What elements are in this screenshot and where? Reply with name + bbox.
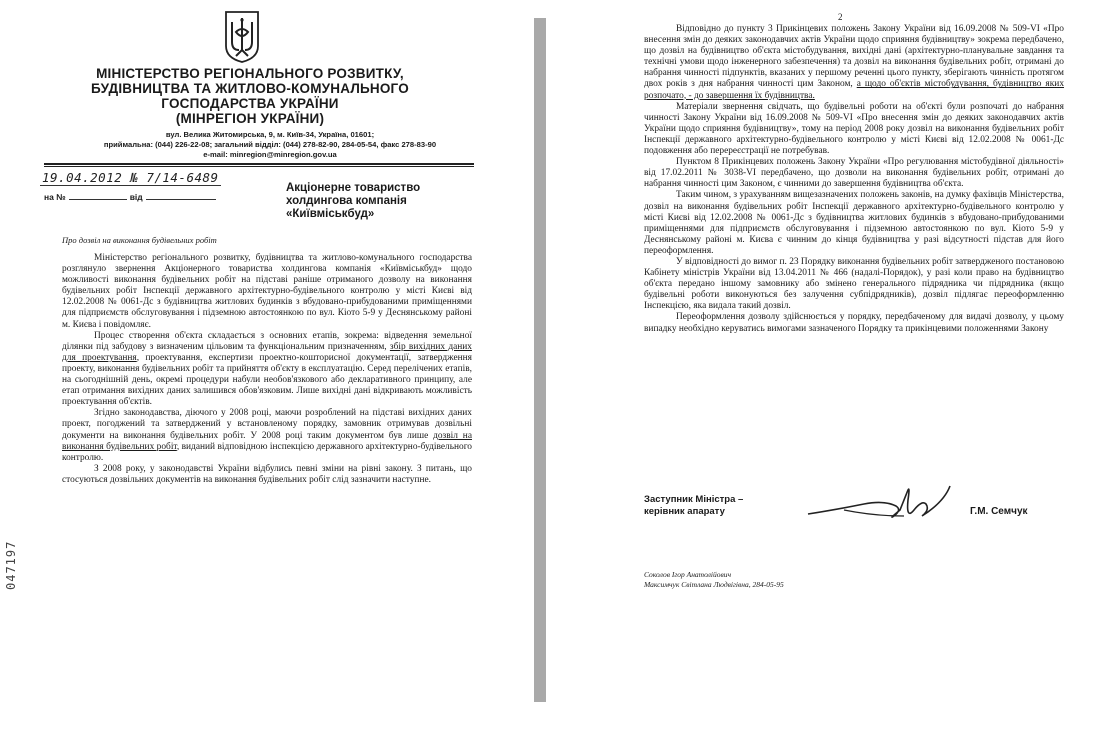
letter-body-continued — [644, 24, 1064, 335]
letter-body — [62, 253, 472, 486]
executor-line: Соколов Ігор Анатолійович — [644, 570, 732, 579]
paragraph: У відповідності до вимог п. 23 Порядку виконання будівельних робіт затвердженого постановою Кабінету міністрів України від 13.04.2011 № 466 (надалі-Порядок), у разі коли право на будівництво об'єкта передано іншому замовнику або змінено генерального підрядника чи підрядника (якщо будівельні роботи виконуються без залучення субпідрядників), дозвіл підлягає переоформленню Інспекцією, яка видала такий дозвіл. — [644, 256, 1064, 312]
addressee: Акціонерне товариство холдингова компанія «Київміськбуд» — [286, 182, 421, 220]
paragraph: Переоформлення дозволу здійснюється у порядку, передбаченому для видачі дозволу, у цьому випадку необхідно керуватись вимогами зазначеного Порядку та прикінцевими положеннями Закону — [644, 312, 1064, 334]
trident-emblem-icon — [222, 10, 262, 64]
signatory-name: Г.М. Семчук — [970, 506, 1028, 517]
registration-number — [40, 170, 250, 188]
paragraph: Пунктом 8 Прикінцевих положень Закону України «Про регулювання містобудівної діяльності» від 17.02.2011 № 3038-VI передбачено, що дозволи на виконання будівельних робіт, отримані до набрання чинності цим Законом, є чинними до завершення будівництва об'єкта. — [644, 157, 1064, 190]
page-number: 2 — [838, 12, 843, 22]
contact-line: вул. Велика Житомирська, 9, м. Київ-34, Україна, 01601; — [165, 130, 375, 139]
executors-note — [644, 570, 784, 590]
executor-line: Максимчук Світлана Людвігівна, 284-05-95 — [644, 580, 784, 589]
page-gutter — [534, 18, 546, 702]
registration-handwritten: 19.04.2012 № 7/14-6489 — [42, 170, 219, 185]
side-stamp-number: 047197 — [4, 540, 18, 590]
ministry-contacts — [60, 130, 480, 160]
contact-line: e-mail: minregion@minregion.gov.ua — [203, 150, 337, 159]
header-divider — [44, 163, 474, 165]
paragraph: Матеріали звернення свідчать, що будівельні роботи на об'єкті були розпочаті до набрання чинності Закону України від 16.09.2008 № 509-VI «Про внесення змін до деяких законодавчих актів України щодо сприяння будівництву», тому на період 2008 року дозвіл на виконання будівельних робіт Інспекції державного архітектурно-будівельного контролю у місті Києві від 12.02.2008 № 0061-Дс подовження або перереєстрації не потребував. — [644, 101, 1064, 157]
handwritten-signature-icon — [804, 480, 954, 536]
signatory-title: Заступник Міністра – керівник апарату — [644, 494, 744, 517]
paragraph: Міністерство регіонального розвитку, будівництва та житлово-комунального господарства розглянуло звернення Акціонерного товариства холдингова компанія «Київміськбуд» щодо можливості виконання будівельних робіт на підставі раніше отриманого дозволу на виконання будівельних робіт Інспекції державного архітектурно-будівельного контролю у місті Києві від 12.02.2008 № 0061-Дс з будівництва житлових будинків з вбудовано-прибудованими приміщеннями для підприємств обслуговування і підземною автостоянкою по вул. Кіото 5-9 у Деснянському районі м. Києва і повідомляє. — [62, 253, 472, 330]
contact-line: приймальна: (044) 226-22-08; загальний відділ: (044) 278-82-90, 284-05-54, факс 278-83-90 — [103, 140, 437, 149]
ministry-line: ГОСПОДАРСТВА УКРАЇНИ — [161, 96, 339, 111]
ministry-line: (МІНРЕГІОН УКРАЇНИ) — [175, 111, 325, 126]
header-divider-thin — [44, 166, 474, 167]
ref-from: від — [129, 192, 143, 202]
letter-subject: Про дозвіл на виконання будівельних робіт — [62, 235, 217, 245]
ministry-header — [60, 66, 440, 126]
paragraph: З 2008 року, у законодавстві України відбулись певні зміни на рівні закону. З питань, що стосуються дозвільних документів на виконання будівельних робіт слід зазначити наступне. — [62, 463, 472, 485]
paragraph: Згідно законодавства, діючого у 2008 році, маючи розроблений на підставі вихідних даних проект, погоджений та затверджений у встановленому порядку, замовник отримував дозвільні документи на виконання будівельних робіт. У 2008 році таким документом був лише дозвіл на виконання будівельних робіт, виданий відповідною інспекцією державного архітектурно-будівельного контролю. — [62, 408, 472, 463]
ministry-line: БУДІВНИЦТВА ТА ЖИТЛОВО-КОМУНАЛЬНОГО — [91, 81, 409, 96]
ministry-line: МІНІСТЕРСТВО РЕГІОНАЛЬНОГО РОЗВИТКУ, — [96, 66, 404, 81]
letter-page-1 — [0, 0, 532, 730]
letter-page-2 — [548, 0, 1100, 730]
signature-block — [644, 494, 1074, 534]
reference-line — [44, 192, 219, 202]
ref-prefix: на № — [44, 192, 66, 202]
paragraph: Відповідно до пункту 3 Прикінцевих положень Закону України від 16.09.2008 № 509-VI «Про внесення змін до деяких законодавчих актів України щодо сприяння будівництву» зокрема передбачено, що дозвіл на будівництво об'єкта містобудування, вихідні дані (архітектурно-планувальне завдання та технічні умови щодо інженерного забезпечення) та дозвіл на виконання будівельних робіт, отримані до набрання чинності підпунктів, вказаних у першому реченні цього пункту, зберігають чинність протягом двох років з дня набрання чинності цим Законом, а щодо об'єктів містобудування, будівництво яких розпочато, - до завершення їх будівництва. — [644, 24, 1065, 101]
paragraph: Таким чином, з урахуванням вищезазначених положень законів, на думку фахівців Міністерства, дозвіл на виконання будівельних робіт Інспекції державного архітектурно-будівельного контролю у місті Києві від 12.02.2008 № 0061-Дс з будівництва житлових будинків з вбудовано-прибудованими приміщеннями для підприємств обслуговування і підземною автостоянкою по вул. Кіото 5-9 у Деснянському районі м. Києва є чинним до кінця будівництва у разі відсутності підстав для його переоформлення. — [644, 190, 1064, 256]
paragraph: Процес створення об'єкта складається з основних етапів, зокрема: відведення земельної ділянки під забудову з визначеним цільовим та функціональним призначенням, збір вихідних даних для проектування, проектування, експертизи проектно-кошторисної документації, затвердження проекту, виконання будівельних робіт та прийняття об'єкту в експлуатацію. Серед перелічених етапів, на сьогоднішній день, окремі процедури набули необов'язкового або декларативного принципу, але етап отримання вихідних даних залишився обов'язковим. Лише вихідні дані відкривають можливість проектування об'єктів. — [62, 330, 472, 408]
